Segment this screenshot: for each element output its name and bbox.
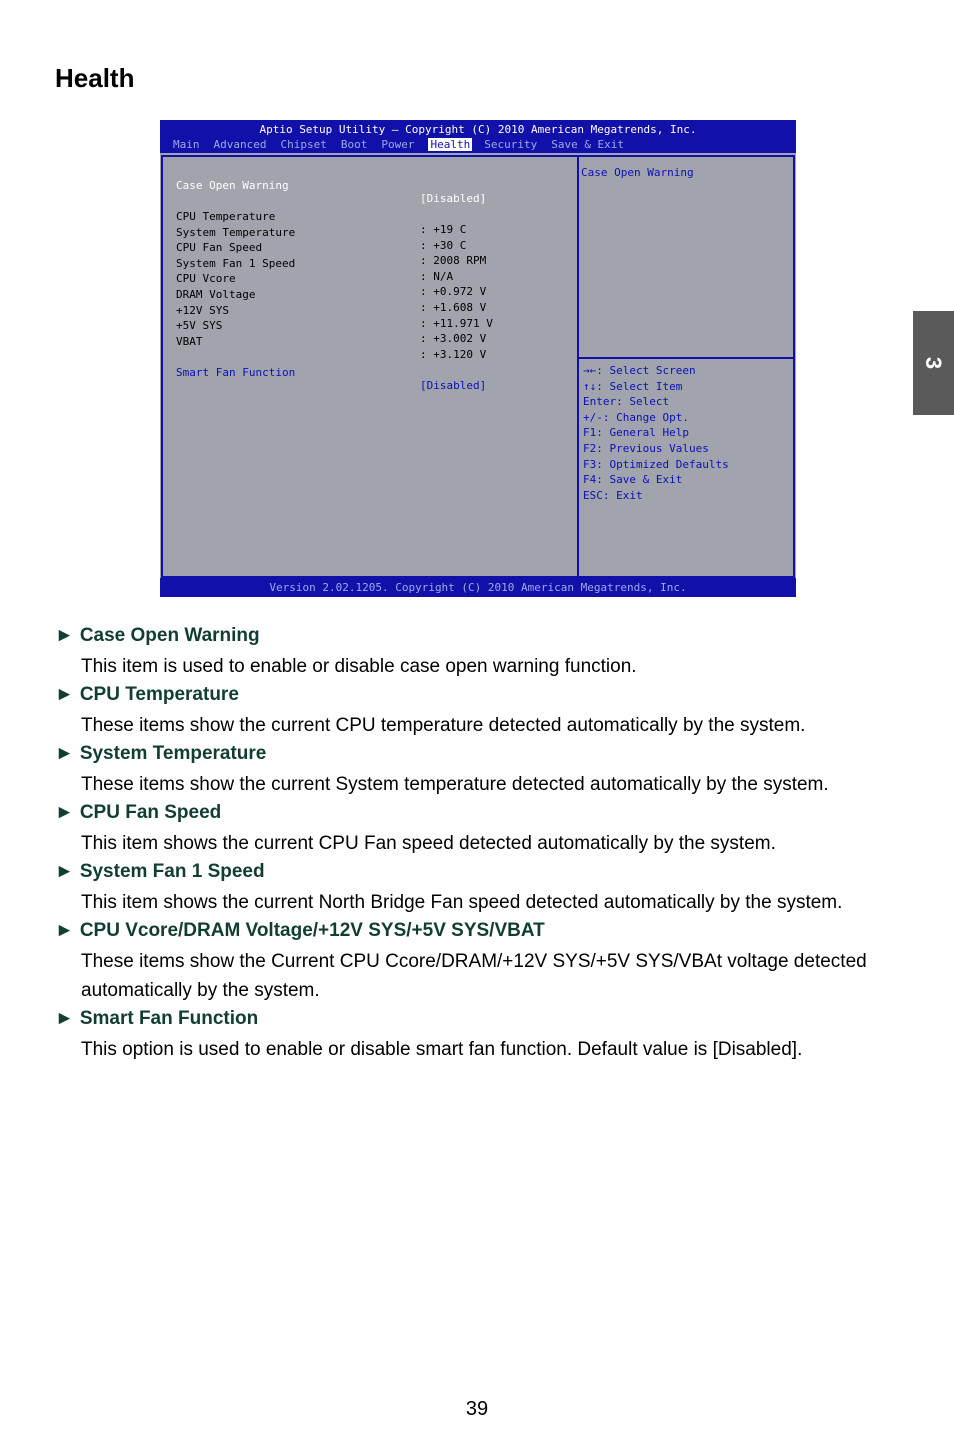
reading-value: : +3.120 V [420, 347, 487, 361]
item-description: These items show the current System temperature detected automatically by the system. [81, 774, 829, 795]
key-change-opt: +/-: Change Opt. [583, 410, 689, 424]
item-description: These items show the Current CPU Ccore/DRAM/+12V SYS/+5V SYS/VBAt voltage detected automatically by the system. [81, 951, 867, 1001]
smart-fan-function-value[interactable]: [Disabled] [420, 379, 487, 392]
bios-help-divider [579, 357, 793, 359]
reading-label: DRAM Voltage [176, 288, 256, 301]
bullet-arrow-icon: ► [55, 802, 74, 823]
item-heading [55, 741, 915, 770]
bios-menu-bar [173, 138, 638, 151]
item-description: This item shows the current North Bridge Fan speed detected automatically by the system. [81, 892, 843, 913]
page-number: 39 [465, 1398, 489, 1420]
bios-menu-security[interactable]: Security [484, 138, 538, 151]
reading-value: : 2008 RPM [420, 254, 487, 268]
item-descriptions [55, 623, 915, 1065]
item-heading-text: CPU Vcore/DRAM Voltage/+12V SYS/+5V SYS/VBAT [79, 920, 545, 941]
key-enter: Enter: Select [583, 395, 670, 409]
reading-value: : +3.002 V [420, 332, 487, 346]
item-heading-text: Case Open Warning [79, 625, 260, 646]
bios-screenshot [160, 120, 796, 597]
key-save-exit: F4: Save & Exit [583, 473, 683, 487]
bios-body [161, 155, 795, 578]
key-general-help: F1: General Help [583, 426, 689, 440]
item-description: This option is used to enable or disable smart fan function. Default value is [Disabled]. [81, 1039, 803, 1060]
bullet-arrow-icon: ► [55, 861, 74, 882]
key-optimized-defaults: F3: Optimized Defaults [583, 457, 729, 471]
bios-header [160, 120, 796, 153]
case-open-warning-label: Case Open Warning [176, 179, 289, 192]
bios-menu-boot[interactable]: Boot [340, 138, 368, 151]
reading-label: System Temperature [176, 225, 296, 239]
bullet-arrow-icon: ► [55, 1008, 74, 1029]
item-heading-text: CPU Temperature [79, 684, 239, 705]
bios-panel-divider [577, 157, 579, 576]
reading-value: : +0.972 V [420, 285, 487, 299]
item-heading-text: Smart Fan Function [79, 1008, 259, 1029]
reading-label: +5V SYS [176, 319, 223, 333]
smart-fan-function-label: Smart Fan Function [176, 366, 296, 379]
item-heading [55, 800, 915, 829]
item-heading-text: CPU Fan Speed [79, 802, 222, 823]
key-legend [583, 364, 729, 504]
item-description: This item is used to enable or disable case open warning function. [81, 656, 637, 677]
key-previous-values: F2: Previous Values [583, 441, 709, 455]
reading-value: : +30 C [420, 238, 467, 252]
bios-menu-main[interactable]: Main [173, 138, 200, 151]
bios-menu-power[interactable]: Power [381, 138, 415, 151]
bios-menu-chipset[interactable]: Chipset [280, 138, 327, 151]
item-heading [55, 918, 915, 947]
reading-label: VBAT [176, 334, 203, 348]
bullet-arrow-icon: ► [55, 684, 74, 705]
item-description: These items show the current CPU temperature detected automatically by the system. [81, 715, 806, 736]
item-heading [55, 623, 915, 652]
item-heading [55, 1006, 915, 1035]
reading-value: : +19 C [420, 223, 467, 236]
reading-value: : +11.971 V [420, 316, 493, 330]
page-title: Health [55, 63, 135, 93]
item-heading-text: System Fan 1 Speed [79, 861, 265, 882]
case-open-warning-value[interactable]: [Disabled] [420, 192, 487, 205]
bios-menu-health[interactable]: Health [430, 138, 471, 151]
bullet-arrow-icon: ► [55, 920, 74, 941]
chapter-number: 3 [921, 356, 947, 370]
key-select-item: ↑↓: Select Item [583, 379, 683, 393]
reading-label: CPU Vcore [176, 272, 236, 286]
item-heading [55, 859, 915, 888]
reading-label: System Fan 1 Speed [176, 256, 296, 270]
bios-menu-save-exit[interactable]: Save & Exit [551, 138, 625, 151]
bios-footer: Version 2.02.1205. Copyright (C) 2010 American Megatrends, Inc. [160, 578, 796, 597]
bios-title: Aptio Setup Utility – Copyright (C) 2010 American Megatrends, Inc. [259, 123, 697, 136]
key-select-screen: →←: Select Screen [583, 364, 696, 377]
reading-value: : +1.608 V [420, 301, 487, 314]
key-esc-exit: ESC: Exit [583, 488, 643, 502]
chapter-tab [913, 311, 954, 415]
reading-label: CPU Temperature [176, 210, 276, 223]
item-heading [55, 682, 915, 711]
reading-label: CPU Fan Speed [176, 241, 263, 255]
item-heading-text: System Temperature [79, 743, 267, 764]
bullet-arrow-icon: ► [55, 625, 74, 646]
bullet-arrow-icon: ► [55, 743, 74, 764]
bios-menu-advanced[interactable]: Advanced [213, 138, 267, 151]
reading-value: : N/A [420, 269, 454, 283]
reading-label: +12V SYS [176, 303, 229, 317]
item-description: This item shows the current CPU Fan speed detected automatically by the system. [81, 833, 776, 854]
help-title: Case Open Warning [581, 166, 694, 179]
